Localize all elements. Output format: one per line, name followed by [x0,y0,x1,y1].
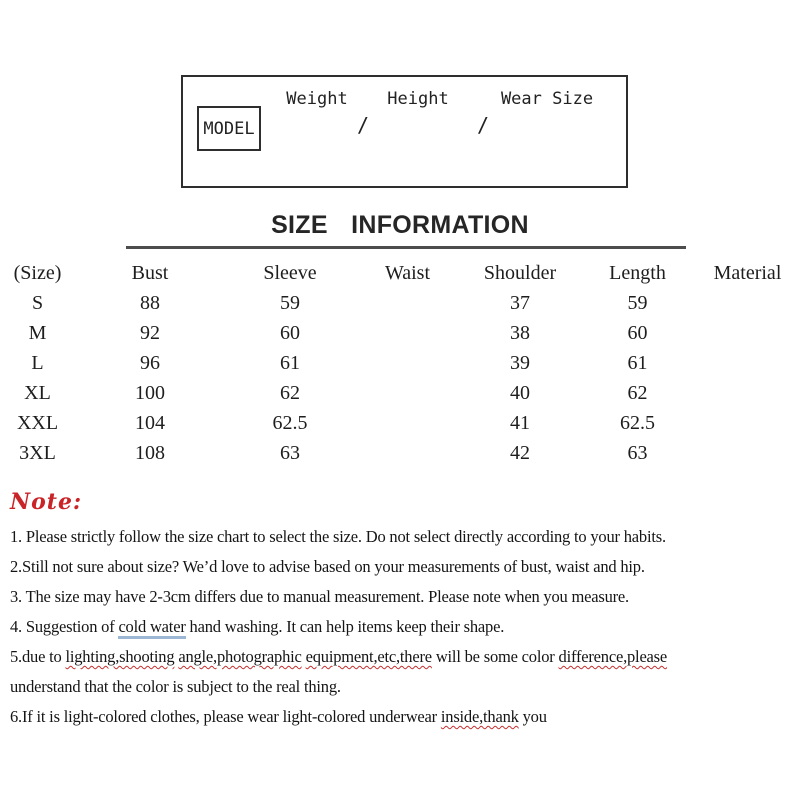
size-table-cell: 63 [627,441,648,464]
size-table-header-size: (Size) [13,261,62,284]
size-table-cell: 63 [280,441,300,464]
note-text-squiggle: lighting,shooting [65,647,175,666]
size-table-header-material: Material [713,261,782,284]
note-text: hand washing. It can help items keep their shape. [185,617,505,636]
size-table-cell [355,288,460,318]
size-table-cell: 61 [627,351,648,374]
size-table-cell: 62 [627,381,648,404]
size-table-cell: 38 [510,321,530,344]
note-text: 1. Please strictly follow the size chart to select the size. Do not select directly according to your habits. [10,527,666,546]
size-table-header-waist: Waist [384,261,431,284]
size-table [0,258,800,468]
size-table-cell: 60 [627,321,648,344]
weight-value: / [356,113,370,137]
note-text: 5.due to [10,647,66,666]
size-table-cell: L [31,351,44,374]
size-table-cell: XL [24,381,51,404]
size-table-cell: 59 [280,291,300,314]
size-table-cell: XXL [16,411,59,434]
note-line-6 [10,702,796,732]
note-line-1 [10,522,796,552]
size-table-cell: 59 [627,291,648,314]
size-table-cell: 62 [280,381,300,404]
notes-heading: Note: [10,489,83,515]
size-table-cell [355,378,460,408]
size-table-header-bust: Bust [131,261,169,284]
note-text-squiggle: equipment,etc,there [305,647,432,666]
note-line-4 [10,612,796,642]
size-table-cell [695,378,800,408]
size-table-cell: 41 [510,411,530,434]
size-table-cell [695,348,800,378]
size-table-cell: 39 [510,351,530,374]
size-table-cell: S [31,291,44,314]
size-table-cell: 42 [510,441,530,464]
size-table-cell [695,318,800,348]
size-table-cell [355,348,460,378]
note-text: will be some color [431,647,559,666]
note-text: 3. The size may have 2-3cm differs due to manual measurement. Please note when you measure. [10,587,629,606]
model-label: MODEL [203,118,255,139]
size-table-cell: 37 [510,291,530,314]
note-line-5-continued [10,672,796,702]
size-table-cell: 3XL [19,441,56,464]
note-line-5 [10,642,796,672]
notes-section [10,489,796,732]
size-table-header-length: Length [609,261,666,284]
note-text: 4. Suggestion of [10,617,119,636]
size-table-cell: 96 [140,351,160,374]
size-table-cell [355,408,460,438]
size-table-cell: 92 [140,321,160,344]
height-column-header: Height [387,89,449,109]
note-text: 2.Still not sure about size? We’d love to advise based on your measurements of bust, waist and hip. [10,557,645,576]
note-line-3 [10,582,796,612]
size-table-cell: 62.5 [272,411,308,434]
size-table-cell [355,318,460,348]
wear-size-column-header: Wear Size [500,89,594,109]
note-text-squiggle: difference,please [558,647,668,666]
size-table-cell: 62.5 [620,411,655,434]
note-text-underlined: cold water [118,617,185,639]
size-table-cell: 60 [280,321,300,344]
note-text: understand that the color is subject to the real thing. [10,677,341,696]
size-table-cell: 104 [135,411,165,434]
weight-column-header: Weight [286,89,348,109]
model-label-box [197,106,261,151]
size-table-cell: 61 [280,351,300,374]
title-divider-line [126,246,686,249]
size-information-title: SIZE INFORMATION [271,211,529,239]
note-text: 6.If it is light-colored clothes, please wear light-colored underwear [10,707,441,726]
size-table-cell [695,438,800,468]
note-text: you [518,707,547,726]
size-table-header-sleeve: Sleeve [263,261,317,284]
size-table-cell [695,408,800,438]
size-table-cell [695,288,800,318]
size-table-cell: 108 [135,441,165,464]
note-line-2 [10,552,796,582]
size-table-header-shoulder: Shoulder [483,261,557,284]
note-text-squiggle: angle,photographic [178,647,302,666]
note-text-squiggle: inside,thank [440,707,519,726]
size-table-cell [355,438,460,468]
size-table-cell: 100 [135,381,165,404]
size-table-cell: 88 [140,291,160,314]
size-table-cell: M [28,321,47,344]
height-value: / [476,113,490,137]
size-table-cell: 40 [510,381,530,404]
